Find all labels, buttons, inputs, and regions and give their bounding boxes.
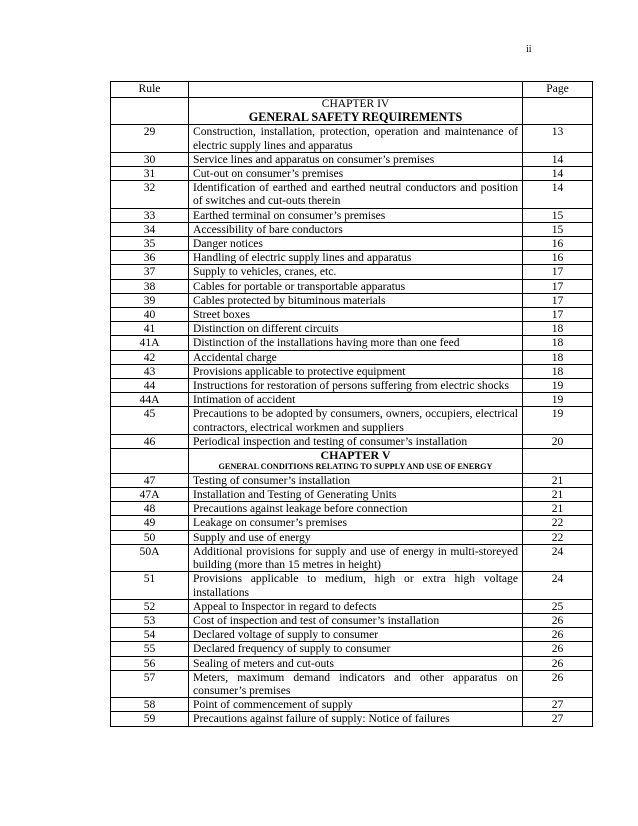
chapter-iv-heading [189, 98, 523, 125]
rule-number: 33 [111, 208, 189, 222]
toc-row [111, 237, 593, 251]
page-number-cell: 21 [523, 488, 593, 502]
page-number-cell: 25 [523, 599, 593, 613]
toc-row [111, 322, 593, 336]
page-number-cell: 17 [523, 265, 593, 279]
rule-title: Periodical inspection and testing of consumer’s installation [189, 434, 523, 448]
rule-title: Sealing of meters and cut-outs [189, 656, 523, 670]
rule-number: 48 [111, 502, 189, 516]
rule-number: 58 [111, 698, 189, 712]
toc-row [111, 572, 593, 599]
rule-title: Instructions for restoration of persons suffering from electric shocks [189, 379, 523, 393]
rule-number: 57 [111, 670, 189, 697]
toc-row [111, 181, 593, 208]
chapter-iv-title: CHAPTER IV [321, 98, 390, 110]
rule-title: Point of commencement of supply [189, 698, 523, 712]
rule-number: 36 [111, 251, 189, 265]
page-number: ii [526, 44, 532, 55]
rule-number: 44 [111, 379, 189, 393]
rule-title: Precautions against failure of supply: Notice of failures [189, 712, 523, 726]
contents-table-body [111, 82, 593, 727]
toc-row [111, 336, 593, 350]
page-number-cell: 26 [523, 613, 593, 627]
page-number-cell: 17 [523, 293, 593, 307]
rule-number: 39 [111, 293, 189, 307]
page-number-cell: 21 [523, 502, 593, 516]
rule-title: Service lines and apparatus on consumer’s premises [189, 152, 523, 166]
page-number-cell: 13 [523, 125, 593, 152]
rule-number: 34 [111, 222, 189, 236]
rule-title: Declared frequency of supply to consumer [189, 642, 523, 656]
toc-row [111, 712, 593, 726]
chapter-v-title: CHAPTER V [320, 448, 391, 463]
page-number-cell: 15 [523, 208, 593, 222]
rule-title: Supply and use of energy [189, 530, 523, 544]
contents-table [110, 81, 593, 727]
rule-title: Supply to vehicles, cranes, etc. [189, 265, 523, 279]
toc-row [111, 488, 593, 502]
rule-number: 50A [111, 544, 189, 571]
rule-title: Testing of consumer’s installation [189, 473, 523, 487]
page-number-cell: 19 [523, 407, 593, 434]
rule-title: Distinction of the installations having more than one feed [189, 336, 523, 350]
rule-number: 56 [111, 656, 189, 670]
rule-number: 49 [111, 516, 189, 530]
rule-title: Accessibility of bare conductors [189, 222, 523, 236]
rule-title: Cut-out on consumer’s premises [189, 167, 523, 181]
page-number-cell: 26 [523, 642, 593, 656]
toc-row [111, 167, 593, 181]
rule-number: 35 [111, 237, 189, 251]
page-number-cell: 21 [523, 473, 593, 487]
rule-title: Declared voltage of supply to consumer [189, 628, 523, 642]
page-number-cell: 18 [523, 322, 593, 336]
rule-number: 59 [111, 712, 189, 726]
rule-title: Earthed terminal on consumer’s premises [189, 208, 523, 222]
page-number-cell: 24 [523, 572, 593, 599]
rule-number: 44A [111, 393, 189, 407]
toc-row [111, 265, 593, 279]
page-number-cell: 16 [523, 251, 593, 265]
page-number-cell: 20 [523, 434, 593, 448]
rule-title: Construction, installation, protection, operation and maintenance of electric supply lines and apparatus [189, 125, 523, 152]
rule-title: Handling of electric supply lines and apparatus [189, 251, 523, 265]
rule-title: Additional provisions for supply and use of energy in multi-storeyed building (more than 15 metres in height) [189, 544, 523, 571]
page-number-cell: 18 [523, 364, 593, 378]
page-number-cell: 19 [523, 393, 593, 407]
rule-title: Precautions against leakage before connection [189, 502, 523, 516]
toc-row [111, 279, 593, 293]
page-number-cell: 22 [523, 516, 593, 530]
rule-number: 50 [111, 530, 189, 544]
rule-number: 37 [111, 265, 189, 279]
page-number-cell: 27 [523, 698, 593, 712]
chapter-v-subtitle: GENERAL CONDITIONS RELATING TO SUPPLY AND USE OF ENERGY [218, 462, 493, 472]
rule-number: 47 [111, 473, 189, 487]
toc-row [111, 393, 593, 407]
chapter-iv-row [111, 98, 593, 125]
toc-row [111, 208, 593, 222]
toc-row [111, 222, 593, 236]
rule-number: 41 [111, 322, 189, 336]
rule-title: Danger notices [189, 237, 523, 251]
rule-title: Appeal to Inspector in regard to defects [189, 599, 523, 613]
page-number-cell: 27 [523, 712, 593, 726]
page-number-cell: 16 [523, 237, 593, 251]
rule-number: 38 [111, 279, 189, 293]
toc-row [111, 530, 593, 544]
chapter-v-row [111, 449, 593, 474]
toc-row [111, 364, 593, 378]
rule-number: 30 [111, 152, 189, 166]
chapter-v-rule-cell [111, 449, 189, 474]
page-number-cell: 14 [523, 167, 593, 181]
toc-row [111, 407, 593, 434]
toc-row [111, 599, 593, 613]
rule-number: 29 [111, 125, 189, 152]
header-row [111, 82, 593, 98]
rule-title: Precautions to be adopted by consumers, owners, occupiers, electrical contractors, electrical workmen and suppliers [189, 407, 523, 434]
rule-number: 45 [111, 407, 189, 434]
chapter-iv-subtitle: GENERAL SAFETY REQUIREMENTS [248, 110, 463, 125]
toc-row [111, 152, 593, 166]
rule-number: 53 [111, 613, 189, 627]
toc-row [111, 251, 593, 265]
rule-title: Accidental charge [189, 350, 523, 364]
rule-title: Cost of inspection and test of consumer’s installation [189, 613, 523, 627]
toc-row [111, 293, 593, 307]
rule-number: 31 [111, 167, 189, 181]
page-number-cell: 17 [523, 279, 593, 293]
rule-number: 43 [111, 364, 189, 378]
page-number-cell: 15 [523, 222, 593, 236]
rule-title: Cables protected by bituminous materials [189, 293, 523, 307]
rule-number: 54 [111, 628, 189, 642]
toc-row [111, 613, 593, 627]
page-number-cell: 26 [523, 656, 593, 670]
rule-number: 40 [111, 308, 189, 322]
chapter-v-heading [189, 449, 523, 474]
toc-row [111, 628, 593, 642]
rule-number: 51 [111, 572, 189, 599]
page-number-cell: 18 [523, 336, 593, 350]
page-column-header: Page [523, 82, 593, 98]
toc-row [111, 350, 593, 364]
rule-number: 46 [111, 434, 189, 448]
rule-number: 32 [111, 181, 189, 208]
rule-number: 52 [111, 599, 189, 613]
page-number-cell: 14 [523, 152, 593, 166]
page-number-cell: 22 [523, 530, 593, 544]
toc-row [111, 434, 593, 448]
rule-title: Installation and Testing of Generating Units [189, 488, 523, 502]
toc-row [111, 656, 593, 670]
page-number-cell: 17 [523, 308, 593, 322]
rule-number: 47A [111, 488, 189, 502]
rule-number: 41A [111, 336, 189, 350]
toc-row [111, 544, 593, 571]
rule-number: 42 [111, 350, 189, 364]
toc-row [111, 670, 593, 697]
rule-number: 55 [111, 642, 189, 656]
page-number-cell: 26 [523, 670, 593, 697]
page-number-cell: 26 [523, 628, 593, 642]
toc-row [111, 502, 593, 516]
page-number-cell: 19 [523, 379, 593, 393]
rule-title: Identification of earthed and earthed neutral conductors and position of switches and cut-outs therein [189, 181, 523, 208]
toc-row [111, 473, 593, 487]
rule-title: Street boxes [189, 308, 523, 322]
rule-title: Leakage on consumer’s premises [189, 516, 523, 530]
page-number-cell: 14 [523, 181, 593, 208]
toc-row [111, 308, 593, 322]
page-number-cell: 24 [523, 544, 593, 571]
rule-title: Cables for portable or transportable apparatus [189, 279, 523, 293]
chapter-iv-page-cell [523, 98, 593, 125]
toc-row [111, 642, 593, 656]
page-number-cell: 18 [523, 350, 593, 364]
rule-column-header: Rule [111, 82, 189, 98]
toc-row [111, 516, 593, 530]
toc-row [111, 698, 593, 712]
rule-title: Provisions applicable to protective equipment [189, 364, 523, 378]
chapter-iv-rule-cell [111, 98, 189, 125]
rule-title: Distinction on different circuits [189, 322, 523, 336]
rule-title: Meters, maximum demand indicators and other apparatus on consumer’s premises [189, 670, 523, 697]
toc-row [111, 379, 593, 393]
rule-title: Intimation of accident [189, 393, 523, 407]
rule-title: Provisions applicable to medium, high or extra high voltage installations [189, 572, 523, 599]
toc-row [111, 125, 593, 152]
description-column-header [189, 82, 523, 98]
chapter-v-page-cell [523, 449, 593, 474]
